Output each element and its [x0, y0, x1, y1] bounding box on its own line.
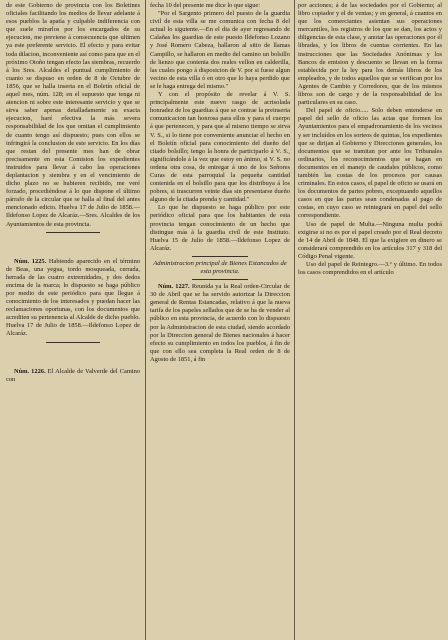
column-1 [6, 2, 140, 638]
notice-text: Reunida ya la Real orden-Circular de 30 de Abril que se ha servido autorizar la Direccion general de Rentas Estancadas, relativo á que la nueva tarifa de los papeles sellados que de se ha de vender al público en esta provincia, de acuerdo con lo dispuesto por la Administracion de esta ciudad, siendo acordado por la Direccion general de Bienes nacionales á hacer efecto su cumplimiento en todos los pueblos, á fin de que con ello sea completa la Real orden de 8 de Agosto de 1851, á fin [150, 283, 290, 363]
article-text: fecha 10 del presente me dice lo que sigue: [150, 2, 261, 9]
column-rule-1 [145, 0, 146, 640]
notice-paragraph [6, 258, 140, 339]
notice-text: Habiendo aparecido en el término de Beas, una yegua, tordo mosqueada, cerrada, herrada de las cuatro extremidades, y dos dedos encima de la marca; lo dispuesto se haga público por medio de este periódico para que llegue á conocimiento de los interesados y puedan hacer las reclamaciones oportunas, con los documentos que acrediten su pertenencia al Alcalde de dicho pueblo. Huelva 17 de Julio de 1858.—Ildefonso Lopez de Alcaráz. [6, 257, 140, 338]
notice-paragraph [6, 368, 140, 384]
separator [46, 232, 100, 233]
column-2 [150, 2, 290, 638]
notice-number: Núm. 1227. [158, 283, 190, 291]
article-text: "Por el Sargento primero del puesto de la guardia civil de esta villa se me comunica con fecha 8 del actual lo siguiente.—En el dia de ayer regresando de Calañas los guardias de este puesto Ildefonso Lozano y José Romero Cabeza, hallaron al sitio de llamas Campillo, se hallaron en medio del camino un bolsillo de lienzo que contenia dos reales vellon en calderilla, las cuales pongo á disposicion de V. por si fuese algun vecino de esta villa ó en otro que lo haya perdido que se le haga entrega del mismo." [150, 10, 290, 90]
article-text: Del papel de oficio..... Solo deben entenderse en papel del sello de oficio las actas que formen los Ayuntamientos para el empadronamiento de los vecinos y ser incluídos en los sorteos de quintas, los expedientes que se dirijan al Gobierno y Direcciones generales, los documentos que se tramitan por ante los Tribunales ordinarios, los reconocimientos que se hagan en documentos en el manejo de caudales públicos, como también las costas de los procesos por causas criminales. En estos casos, el papel de oficio se usará en los documentos de partes pobres, exceptuando aquellos casos en que las partes sean condenadas al pago de costas, en cuyo caso se reintegrará en papel del sello correspondiente. [298, 107, 442, 220]
separator [192, 279, 248, 280]
section-heading: Administracion principal de Bienes Estancados de esta provincia. [153, 259, 287, 275]
article-text: Uso del papel de Reintegro.—3.º y último. En todos los casos comprendidos en el artículo [298, 261, 442, 277]
separator [46, 342, 100, 343]
article-text: por acciones; á de las sociedades por el Gobierno; al libro copiador y el de ventas; y en general, á cuantos en que los comerciantes asientan sus operaciones mercantiles, los registros de los que se dan, los actos y diligencias de esta clase, y anotar las operaciones por él libradas, y los libros de cuentas corrientes. En las instrucciones que las Sociedades Anónimas y los Bancos de emision y descuento se llevan en la forma establecida por la ley para los demás libros de los empleados, y de todos aquellos que se verifican por los Agentes de Cambio y Corredores, que de los mismos libros son de cargo y de la responsabilidad de los particulares en su caso. [298, 2, 442, 107]
separator [192, 256, 248, 257]
article-text: Uso de papel de Multa.—Ninguna multa podrá exigirse si no es por el papel creado por el Real decreto de 14 de Abril de 1848. El que la exigiere en dinero se considerará comprendido en los artículos 317 y 318 del Código Penal vigente. [298, 220, 442, 260]
notice-paragraph [150, 283, 290, 364]
article-text: Y con el propósito de revelar á V. S. principalmente este nuevo rasgo de acrisolada honradez de los guardias á que se contrae la preinserta comunicacion tan honrosa para ellos y para el cuerpo á que pertenecen, y para que al mismo tiempo se sirva V. S., si lo tiene por conveniente anunciar el hecho en el Boletín oficial para conocimiento del dueño del citado bolsillo; tengo la honra de participarlo á V. S., significándole á la vez que estoy en ánimo, si V. S. no ordena otra cosa, de entregar á uno de los Señores Curas de esta parroquial la pequeña cantidad contenida en el bolsillo para que los distribuya á los pobres, si trascurren veinte días sin presentarse dueño alguno de la citada prenda y cantidad." [150, 91, 290, 204]
notice-text: El Alcalde de Valverde del Camino con [6, 367, 140, 383]
notice-number: Núm. 1225. [14, 257, 47, 265]
column-rule-2 [294, 0, 295, 640]
article-text: de este Gobierno de provincia con los Boletines oficiales facilitando los medios de llevar adelante á esos pueblos la apatía y culpable indiferencia con que suele mirarlos por los encargados de su ejecucion, me previene á consecuencia que ultimen ya este preferente servicio. El efecto y para evitar toda dilacion, inconveniente así como para que en el próximo Otoño tengan efecto las siembras, recuerdo á los Sres. Alcaldes el puntual cumplimiento de cuanto se dispuso en orden de 8 de Octubre de 1856, que se halla inserta en el Boletín oficial de aquel mes, núm. 128; en el supuesto que tenga ni atencion ni sobre este interesante servicio y que se sirva saber apenas detalladamente su exacta ejecucion, haré efectiva la más severa responsabilidad de los que omitan el cumplimiento de cuanto tengo así dispuesto; pues con ellos se infringirá la conclusion de este servicio. En los días que restan del presente mes han de obrar precisamente en esta Comision los expedientes instruidos para llevar á cabo las operaciones deplantacion y siembra y en el vencimiento de dicho plazo no se hubieren recibido, me veré forzado, procediéndose á lo que dispone el último párrafo de la circular que se halla al final del antes mencionado edicto. Huelva 17 de Julio de 1858.—Ildefonso Lopez de Alcaráz.—Sres. Alcaldes de los Ayuntamientos de esta provincia. [6, 2, 140, 228]
notice-number: Núm. 1226. [14, 367, 46, 375]
column-3 [298, 2, 442, 638]
article-text: Lo que he dispuesto se haga público por este periódico oficial para que los habitantes de esta provincia tengan conocimiento de un hecho que distingue más á la guardia civil de este Instituto. Huelva 15 de Julio de 1858.—Ildefonso Lopez de Alcaráz. [150, 204, 290, 252]
